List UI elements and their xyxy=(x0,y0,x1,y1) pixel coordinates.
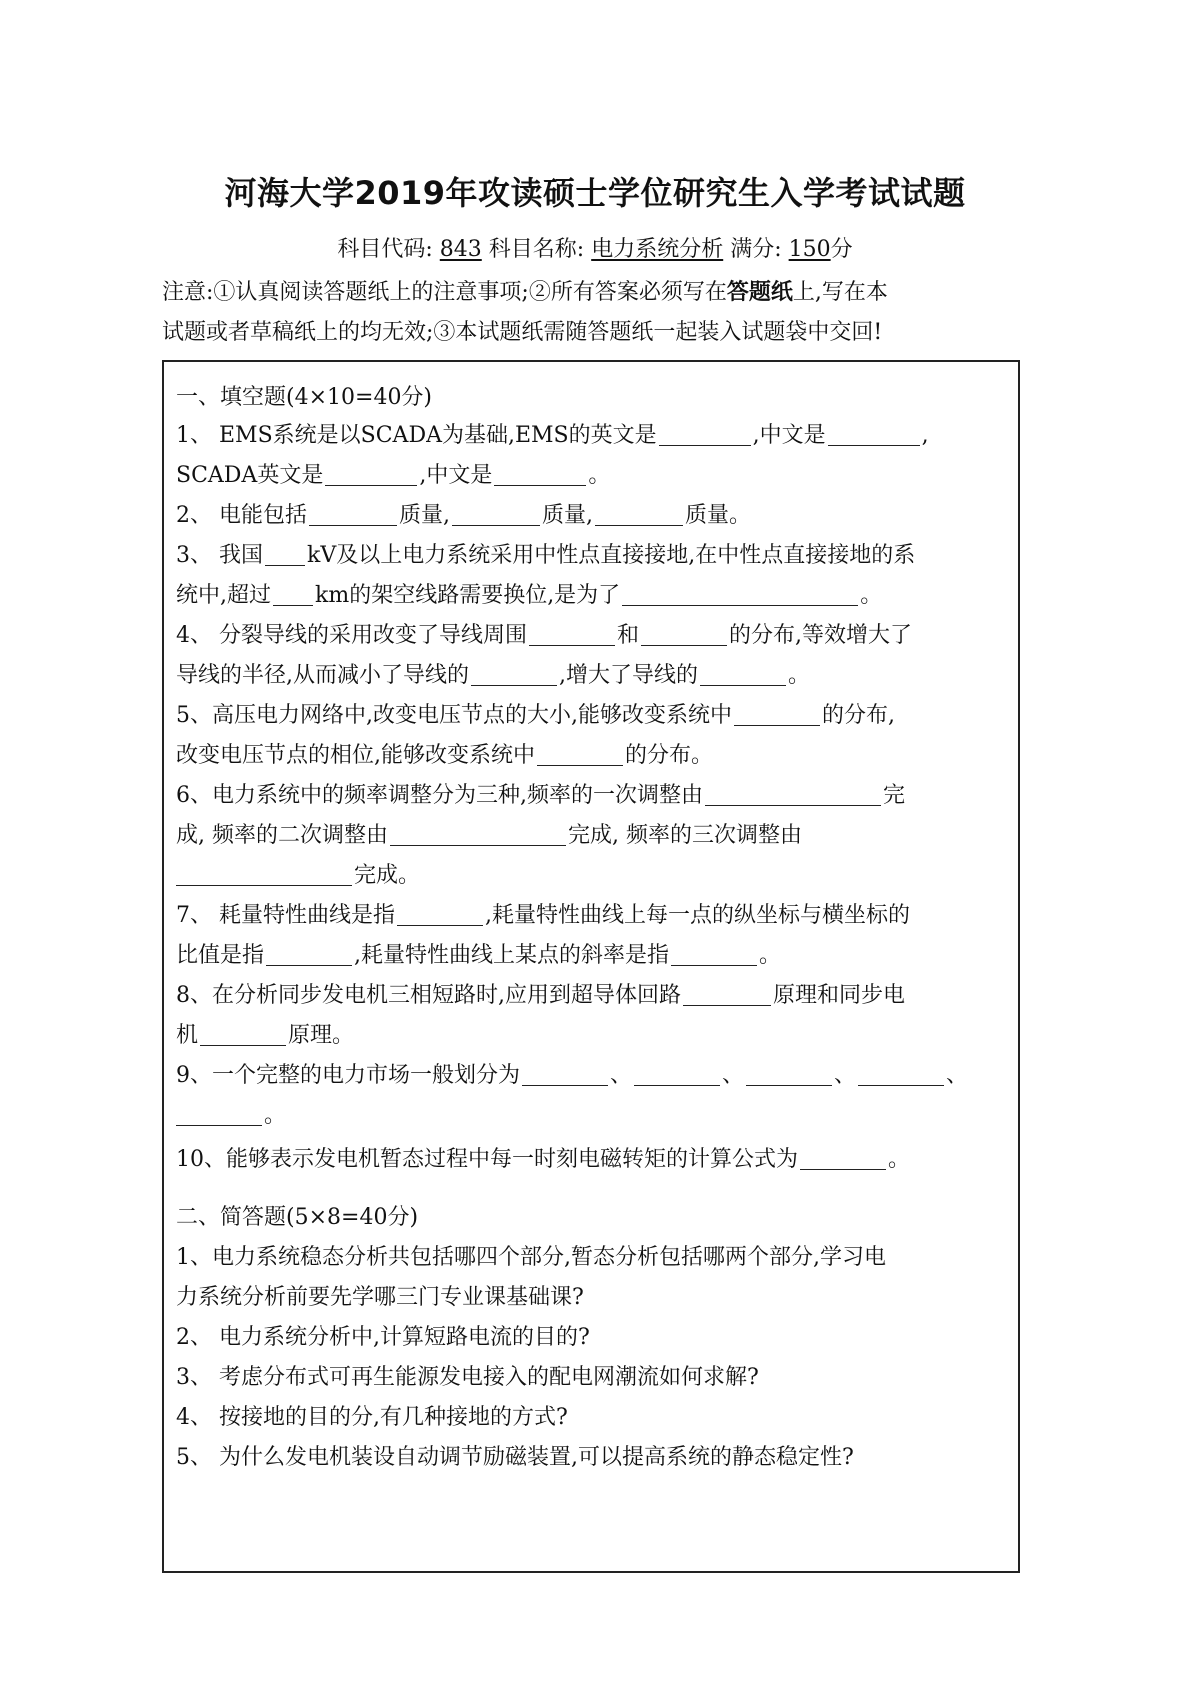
question-text: 质量, xyxy=(399,503,450,528)
question-text: 完成, 频率的三次调整由 xyxy=(568,823,802,848)
question-text: 质量。 xyxy=(685,503,752,528)
question-text: 7、 耗量特性曲线是指 xyxy=(176,903,395,928)
question-5-line-1 xyxy=(176,696,1010,736)
question-3-line-2 xyxy=(176,576,1010,616)
full-score: 150 xyxy=(788,237,831,262)
answer-blank xyxy=(537,741,623,766)
question-text: 9、一个完整的电力市场一般划分为 xyxy=(176,1063,520,1088)
question-text: 3、 我国 xyxy=(176,543,263,568)
question-text: ,增大了导线的 xyxy=(559,663,698,688)
question-5-line-2 xyxy=(176,736,1010,776)
notice-line-1 xyxy=(162,272,1042,313)
answer-blank xyxy=(683,981,771,1006)
answer-blank xyxy=(200,1021,286,1046)
question-text: 比值是指 xyxy=(176,943,265,968)
question-text: ,中文是 xyxy=(752,423,826,448)
answer-blank xyxy=(671,941,757,966)
answer-blank xyxy=(734,701,820,726)
question-text: ,中文是 xyxy=(419,463,493,488)
question-text: ,耗量特性曲线上某点的斜率是指 xyxy=(354,943,670,968)
short-question-4: 4、 按接地的目的分,有几种接地的方式? xyxy=(176,1405,568,1430)
subject-code: 843 xyxy=(439,237,482,262)
question-text: 完 xyxy=(883,783,906,808)
question-text: 完成。 xyxy=(354,863,421,888)
answer-blank xyxy=(595,501,683,526)
question-text: 质量, xyxy=(542,503,593,528)
subject-code-label: 科目代码: xyxy=(337,237,433,262)
question-7-line-2 xyxy=(176,936,1010,976)
answer-blank xyxy=(397,901,483,926)
subject-name: 电力系统分析 xyxy=(591,237,724,262)
question-9-line-2 xyxy=(176,1096,1010,1136)
question-box xyxy=(162,360,1020,1573)
question-text: 改变电压节点的相位,能够改变系统中 xyxy=(176,743,535,768)
subject-name-label: 科目名称: xyxy=(488,237,585,262)
question-2 xyxy=(176,496,1010,536)
question-text: 导线的半径,从而减小了导线的 xyxy=(176,663,469,688)
short-question-1-line-1: 1、电力系统稳态分析共包括哪四个部分,暂态分析包括哪两个部分,学习电 xyxy=(176,1245,886,1270)
answer-blank xyxy=(705,781,881,806)
question-1-line-1 xyxy=(176,416,1010,456)
section-1-heading: 一、填空题(4×10=40分) xyxy=(176,385,433,410)
exam-notice xyxy=(162,272,1042,353)
answer-blank xyxy=(659,421,751,446)
question-9-line-1 xyxy=(176,1056,1010,1096)
answer-blank xyxy=(634,1061,720,1086)
question-text: kV及以上电力系统采用中性点直接接地,在中性点直接接地的系 xyxy=(307,543,916,568)
answer-blank xyxy=(522,1061,608,1086)
answer-blank xyxy=(471,661,557,686)
separator: 、 xyxy=(722,1063,745,1088)
subject-info xyxy=(0,232,1190,263)
question-4-line-2 xyxy=(176,656,1010,696)
question-text: 。 xyxy=(264,1103,287,1128)
answer-blank xyxy=(746,1061,832,1086)
question-text: 。 xyxy=(788,663,811,688)
question-text: 8、在分析同步发电机三相短路时,应用到超导体回路 xyxy=(176,983,681,1008)
exam-title: 河海大学2019年攻读硕士学位研究生入学考试试题 xyxy=(224,174,966,212)
full-score-label: 满分: xyxy=(730,237,782,262)
question-text: 统中,超过 xyxy=(176,583,271,608)
question-1-line-2 xyxy=(176,456,1010,496)
answer-blank xyxy=(828,421,920,446)
question-text: 4、 分裂导线的采用改变了导线周围 xyxy=(176,623,527,648)
separator: 、 xyxy=(610,1063,633,1088)
answer-blank xyxy=(529,621,615,646)
answer-blank xyxy=(800,1145,886,1170)
notice-line-2: 试题或者草稿纸上的均无效;③本试题纸需随答题纸一起装入试题袋中交回! xyxy=(162,320,883,345)
question-text: 6、电力系统中的频率调整分为三种,频率的一次调整由 xyxy=(176,783,703,808)
question-text: 。 xyxy=(860,583,883,608)
question-text: SCADA英文是 xyxy=(176,463,324,488)
separator: 、 xyxy=(946,1063,969,1088)
question-4-line-1 xyxy=(176,616,1010,656)
answer-blank xyxy=(325,461,417,486)
separator: 、 xyxy=(834,1063,857,1088)
answer-blank xyxy=(858,1061,944,1086)
notice-text: 注意:①认真阅读答题纸上的注意事项;②所有答案必须写在 xyxy=(162,280,727,305)
answer-blank xyxy=(452,501,540,526)
question-6-line-2 xyxy=(176,816,1010,856)
answer-blank xyxy=(176,1101,262,1126)
short-question-3: 3、 考虑分布式可再生能源发电接入的配电网潮流如何求解? xyxy=(176,1365,759,1390)
answer-blank xyxy=(309,501,397,526)
question-text: 2、 电能包括 xyxy=(176,503,307,528)
notice-emphasis: 答题纸 xyxy=(726,279,793,305)
answer-blank xyxy=(390,821,566,846)
answer-blank xyxy=(641,621,727,646)
question-text: 的分布。 xyxy=(625,743,714,768)
answer-blank xyxy=(176,861,352,886)
score-unit: 分 xyxy=(830,237,853,262)
question-text: 。 xyxy=(759,943,782,968)
answer-blank xyxy=(273,581,313,606)
question-text: km的架空线路需要换位,是为了 xyxy=(315,583,621,608)
question-8-line-1 xyxy=(176,976,1010,1016)
question-8-line-2 xyxy=(176,1016,1010,1056)
section-2-heading: 二、简答题(5×8=40分) xyxy=(176,1205,419,1230)
question-text: 成, 频率的二次调整由 xyxy=(176,823,388,848)
question-text: 机 xyxy=(176,1023,199,1048)
question-text: 和 xyxy=(617,623,640,648)
question-text: ,耗量特性曲线上每一点的纵坐标与横坐标的 xyxy=(485,903,910,928)
question-text: 10、能够表示发电机暂态过程中每一时刻电磁转矩的计算公式为 xyxy=(176,1147,798,1172)
question-text: 的分布, xyxy=(822,703,895,728)
question-text: 5、高压电力网络中,改变电压节点的大小,能够改变系统中 xyxy=(176,703,732,728)
notice-text: 上,写在本 xyxy=(792,280,888,305)
question-6-line-1 xyxy=(176,776,1010,816)
question-3-line-1 xyxy=(176,536,1010,576)
answer-blank xyxy=(266,941,352,966)
short-question-2: 2、 电力系统分析中,计算短路电流的目的? xyxy=(176,1325,590,1350)
question-text: 。 xyxy=(588,463,611,488)
question-text: 的分布,等效增大了 xyxy=(729,623,913,648)
short-question-5: 5、 为什么发电机装设自动调节励磁装置,可以提高系统的静态稳定性? xyxy=(176,1445,854,1470)
short-question-1-line-2: 力系统分析前要先学哪三门专业课基础课? xyxy=(176,1285,584,1310)
question-6-line-3 xyxy=(176,856,1010,896)
question-text: , xyxy=(921,423,929,448)
question-text: 1、 EMS系统是以SCADA为基础,EMS的英文是 xyxy=(176,423,657,448)
question-7-line-1 xyxy=(176,896,1010,936)
question-text: 原理和同步电 xyxy=(773,983,906,1008)
question-10 xyxy=(176,1140,1010,1180)
answer-blank xyxy=(494,461,586,486)
question-text: 。 xyxy=(888,1147,911,1172)
question-text: 原理。 xyxy=(288,1023,355,1048)
answer-blank xyxy=(265,541,305,566)
answer-blank xyxy=(622,581,858,606)
answer-blank xyxy=(700,661,786,686)
